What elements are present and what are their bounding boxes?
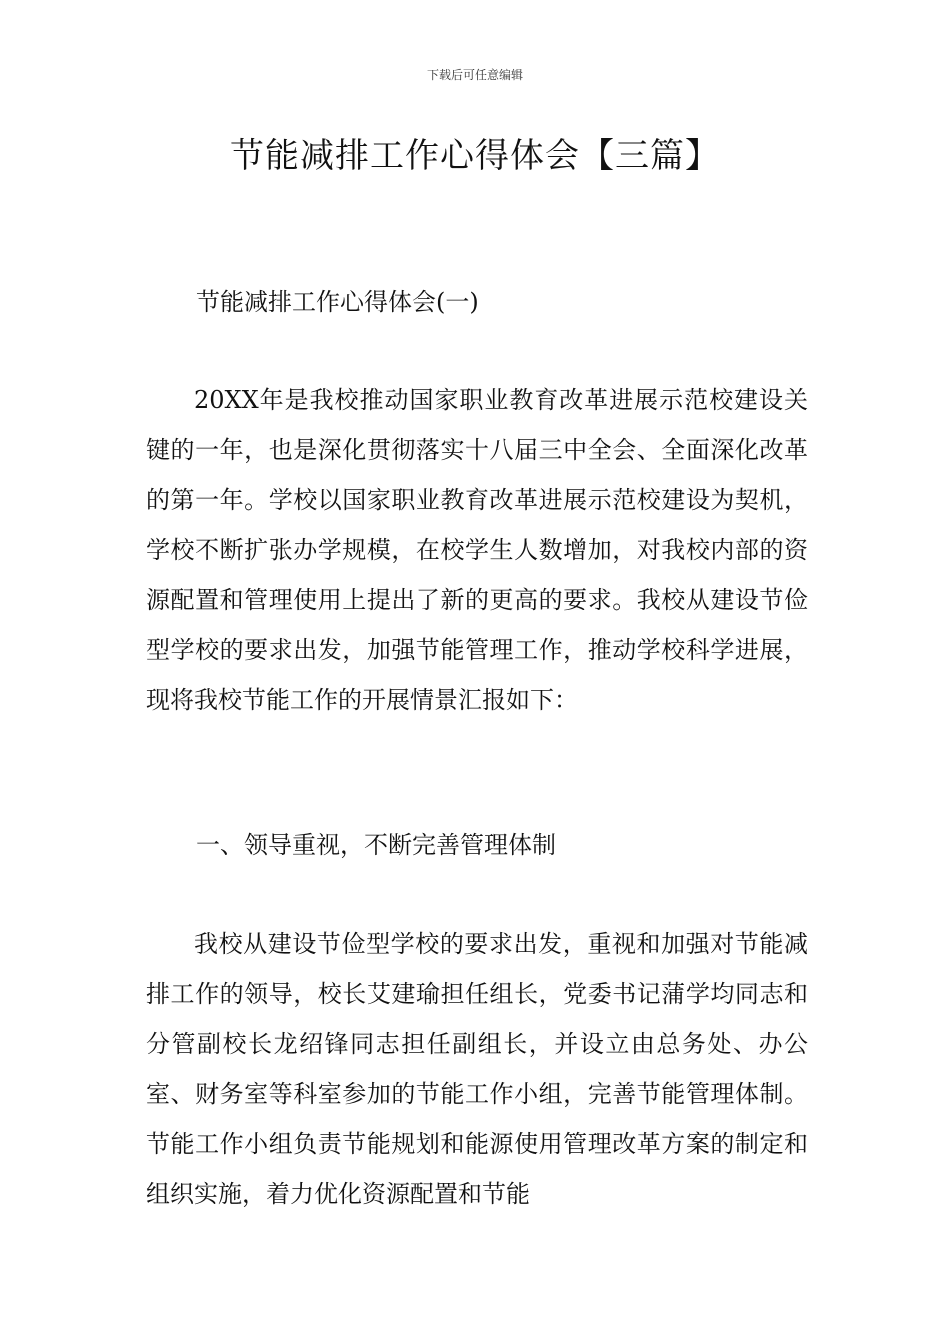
document-title: 节能减排工作心得体会【三篇】 — [230, 136, 720, 176]
paragraph-leadership: 我校从建设节俭型学校的要求出发，重视和加强对节能减排工作的领导，校长艾建瑜担任组长，党委书记蒲学均同志和分管副校长龙绍锋同志担任副组长，并设立由总务处、办公室、财务室等科室参加的节能工作小组，完善节能管理体制。节能工作小组负责节能规划和能源使用管理改革方案的制定和组织实施，着力优化资源配置和节能 — [146, 930, 808, 1208]
section-heading-1: 节能减排工作心得体会(一) — [196, 288, 479, 316]
header-note: 下载后可任意编辑 — [426, 68, 523, 82]
section-heading-leadership: 一、领导重视，不断完善管理体制 — [196, 831, 556, 859]
paragraph-intro: 20XX年是我校推动国家职业教育改革进展示范校建设关键的一年，也是深化贯彻落实十八届三中全会、全面深化改革的第一年。学校以国家职业教育改革进展示范校建设为契机，学校不断扩张办学规模，在校学生人数增加，对我校内部的资源配置和管理使用上提出了新的更高的要求。我校从建设节俭型学校的要求出发，加强节能管理工作，推动学校科学进展，现将我校节能工作的开展情景汇报如下： — [146, 386, 808, 714]
